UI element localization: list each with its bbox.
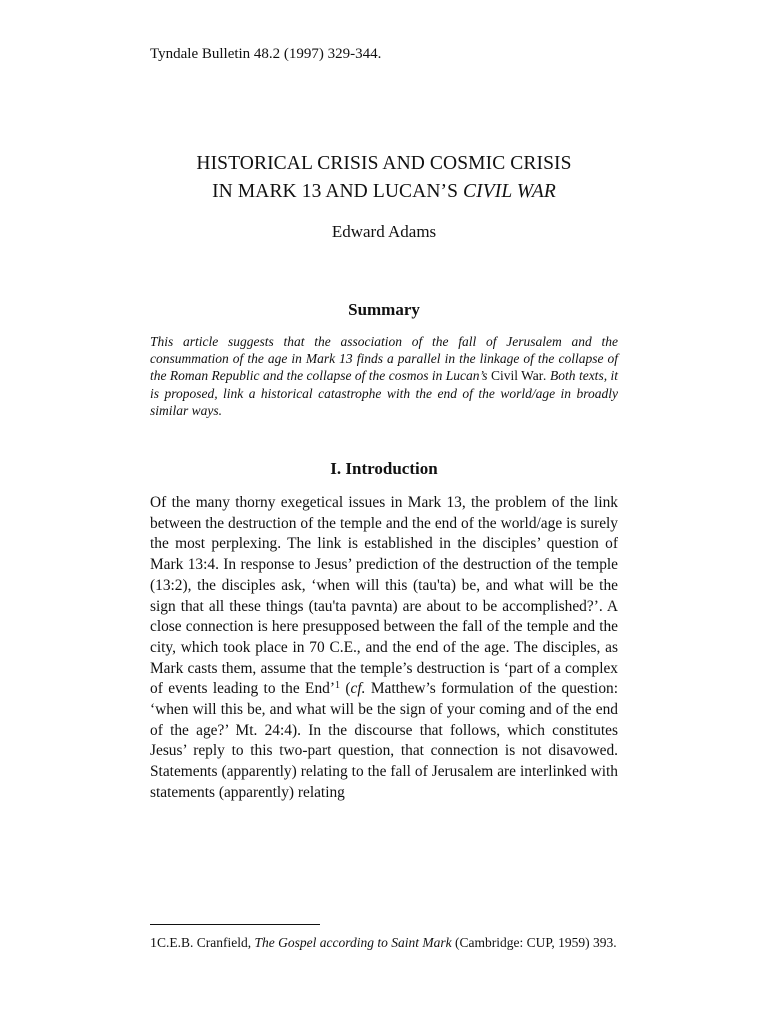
summary-text-part2: . Both texts, it is proposed, link a historical catastrophe with the end of the world/age in broadly similar ways. [150,368,618,418]
summary-heading: Summary [348,300,420,319]
article-title [150,150,618,206]
footnote-text-part1: C.E.B. Cranfield, [157,935,255,950]
author-name: Edward Adams [331,222,437,241]
footnote-number: 1 [150,936,157,951]
footnote-reference[interactable]: 1 [334,680,340,692]
introduction-paragraph: Of the many thorny exegetical issues in Mark 13, the problem of the link between the destruction of the temple and the end of the world/age is surely the most perplexing. The link is established in the disciples’ question of Mark 13:4. In response to Jesus’ prediction of the destruction of the temple (13:2), the disciples ask, ‘when will this (tau'ta) be, and what will be the sign that all these things (tau'ta pavnta) are about to be accomplished?’. A close connection is here presupposed between the fall of the temple and the city, which took place in 70 C.E., and the end of the age. The disciples, as Mark casts them, assume that the temple’s destruction is ‘part of a complex of events leading to the End’$^1$ (cf. Matthew’s formulation of the question: ‘when will this be, and what will be the sign of your coming and of the end of the age?’ Mt. 24:4). In the discourse that follows, which constitutes Jesus’ reply to this two-part question, that connection is not disavowed. Statements (apparently) relating to the fall of Jerusalem are interlinked with statements (apparently) relating [150,494,618,801]
footnote-divider [150,924,320,925]
running-head: Tyndale Bulletin 48.2 (1997) 329-344. [150,46,382,62]
footnote [150,934,618,952]
footnote-text-part2: (Cambridge: CUP, 1959) 393. [451,935,617,950]
summary-text [150,333,618,419]
summary-text-roman: Civil War [490,368,544,384]
title-line-2-prefix: IN MARK 13 AND LUCAN’S [212,181,464,202]
introduction-heading: I. Introduction [330,459,438,478]
title-line-2-italic: CIVIL WAR [463,181,556,202]
footnote-text-italic: The Gospel according to Saint Mark [254,935,452,950]
title-line-2 [150,178,618,206]
title-line-1: HISTORICAL CRISIS AND COSMIC CRISIS [196,153,572,174]
paragraph-part2: Matthew’s formulation of the question: ‘when will this be, and what will be the sign of your coming and of the end of the age?’ Mt. 24:4). In the discourse that follows, which constitutes Jesus’ reply to this two-part question, that connection is not disavowed. Statements (apparently) relating to the fall of Jerusalem are interlinked with statements (apparently) relating [150,680,618,801]
paragraph-cf: cf. [350,680,366,698]
paragraph-part1: Of the many thorny exegetical issues in Mark 13, the problem of the link between the destruction of the temple and the end of the world/age is surely the most perplexing. The link is established in the disciples’ question of Mark 13:4. In response to Jesus’ prediction of the destruction of the temple (13:2), the disciples ask, ‘when will this (tau'ta) be, and what will be the sign that all these things (tau'ta pavnta) are about to be accomplished?’. A close connection is here presupposed between the fall of the temple and the city, which took place in 70 C.E., and the end of the age. The disciples, as Mark casts them, assume that the temple’s destruction is ‘part of a complex of events leading to the End’ [150,494,618,698]
summary-text-part1: This article suggests that the association of the fall of Jerusalem and the consummation of the age in Mark 13 finds a parallel in the linkage of the collapse of the Roman Republic and the collapse of the cosmos in Lucan’s [150,334,618,384]
